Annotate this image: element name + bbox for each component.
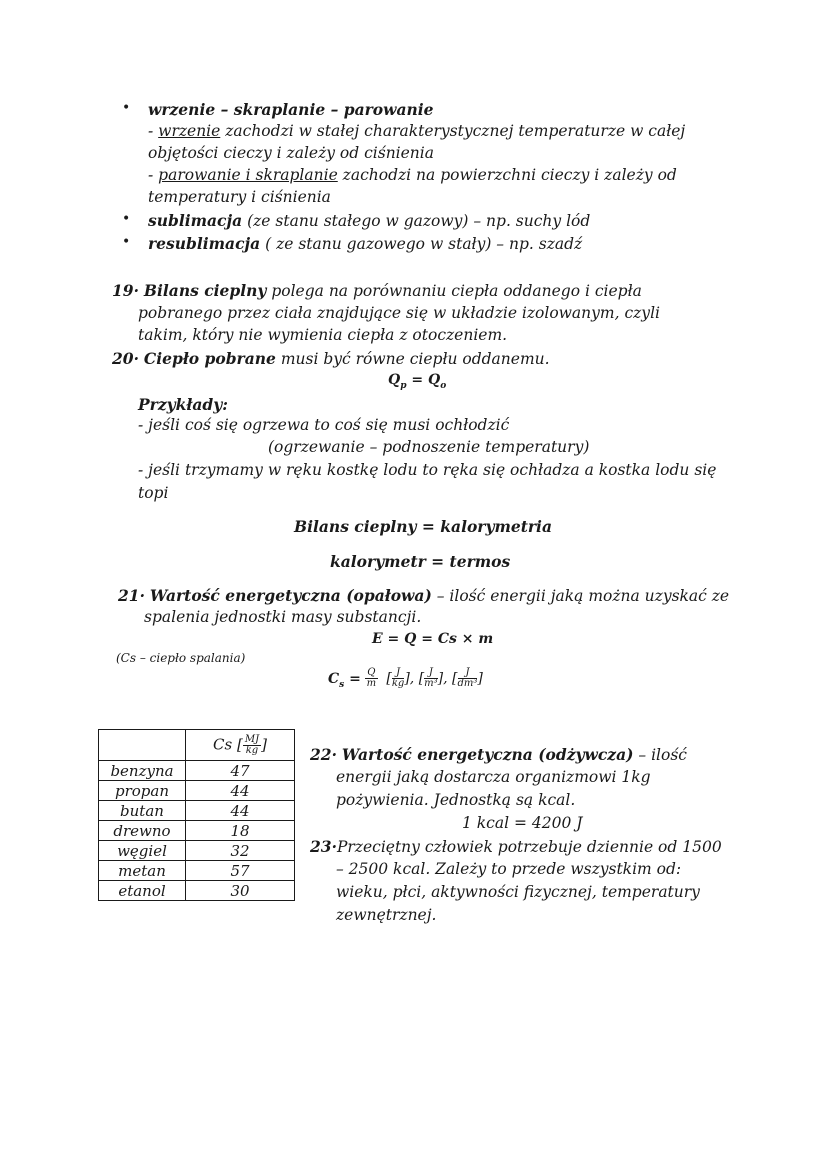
bullet-1-title: wrzenie – skraplanie – parowanie <box>148 100 434 119</box>
bullet-3-text: resublimacja ( ze stanu gazowego w stały) – np. szadź <box>148 234 583 253</box>
table-row <box>99 881 295 901</box>
bullet-1-sub-1: - wrzenie zachodzi w stałej charakterystycznej temperaturze w całej <box>148 122 686 140</box>
fraction-q-m: $\frac{Q}{m}$ <box>366 667 377 689</box>
table-row <box>99 781 295 801</box>
example-1-note: (ogrzewanie – podnoszenie temperatury) <box>268 438 590 456</box>
table-cell-value: 47 <box>186 761 295 781</box>
table-header-row <box>99 730 295 761</box>
bullet-1-sub-1-cont: objętości cieczy i zależy od ciśnienia <box>148 144 434 162</box>
table-cell-name: butan <box>99 801 186 821</box>
table-row <box>99 861 295 881</box>
table-row <box>99 841 295 861</box>
bullet-2: • <box>122 211 131 227</box>
section-21-line-2: spalenia jednostki masy substancji. <box>144 608 422 626</box>
table-cell-value: 44 <box>186 781 295 801</box>
underlined-term-wrzenie: wrzenie <box>158 122 221 140</box>
equation-bilans-kalorymetria: Bilans cieplny = kalorymetria <box>294 517 552 536</box>
table-row <box>99 801 295 821</box>
section-19-line-1: 19· Bilans cieplny polega na porównaniu ciepła oddanego i ciepła <box>112 281 642 300</box>
bullet-1-sub-2: - parowanie i skraplanie zachodzi na powierzchni cieczy i zależy od <box>148 166 677 184</box>
table-cell-name: benzyna <box>99 761 186 781</box>
section-19-line-2: pobranego przez ciała znajdujące się w układzie izolowanym, czyli <box>138 304 660 322</box>
table-cell-name: propan <box>99 781 186 801</box>
table-cell-name: metan <box>99 861 186 881</box>
example-2: - jeśli trzymamy w ręku kostkę lodu to ręka się ochładza a kostka lodu się <box>138 461 717 479</box>
section-23-line-2: – 2500 kcal. Zależy to przede wszystkim od: <box>336 860 682 878</box>
section-21-line-1: 21· Wartość energetyczna (opałowa) – ilość energii jaką można uzyskać ze <box>118 586 730 605</box>
table-cell-value: 57 <box>186 861 295 881</box>
table-header-cs: Cs [ $\frac{MJ}{kg}$ ] <box>186 730 295 761</box>
examples-title: Przykłady: <box>138 395 228 414</box>
table-cell-value: 18 <box>186 821 295 841</box>
example-2-cont: topi <box>138 484 169 502</box>
formula-cs-units: $C_s$ = $\frac{Q}{m}$ [ $\frac{J}{kg}$ ], [ $\frac{J}{\text{m³}}$ ], [ $\frac{J}{\text{dm³}}$ ] <box>328 667 483 690</box>
section-22-line-4: 1 kcal = 4200 J <box>462 814 583 832</box>
section-23-line-3: wieku, płci, aktywności fizycznej, temperatury <box>336 883 700 901</box>
formula-e-q-cs-m: E = Q = Cs × m <box>372 631 494 647</box>
section-19-line-3: takim, który nie wymienia ciepła z otoczeniem. <box>138 326 508 344</box>
table-row <box>99 821 295 841</box>
table-header-empty <box>99 730 186 761</box>
table-cell-name: etanol <box>99 881 186 901</box>
section-23-line-4: zewnętrznej. <box>336 906 437 924</box>
table-cell-value: 32 <box>186 841 295 861</box>
table-cell-value: 30 <box>186 881 295 901</box>
table-cell-value: 44 <box>186 801 295 821</box>
equation-kalorymetr-termos: kalorymetr = termos <box>330 552 511 571</box>
bullet-2-text: sublimacja (ze stanu stałego w gazowy) – np. suchy lód <box>148 211 591 230</box>
table-cell-name: drewno <box>99 821 186 841</box>
bullet-3: • <box>122 234 131 250</box>
formula-qp-qo: $Q_p = Q_o$ <box>388 372 447 391</box>
table-row <box>99 761 295 781</box>
note-cs-ciepło-spalania: (Cs – ciepło spalania) <box>116 651 246 665</box>
section-22-line-3: pożywienia. Jednostką są kcal. <box>336 791 576 809</box>
underlined-term-parowanie: parowanie i skraplanie <box>158 166 338 184</box>
section-20-line-1: 20· Ciepło pobrane musi być równe ciepłu oddanemu. <box>112 349 550 368</box>
bullet-1: • <box>122 100 131 116</box>
bullet-1-sub-2-cont: temperatury i ciśnienia <box>148 188 331 206</box>
table-cell-name: węgiel <box>99 841 186 861</box>
section-23-line-1: 23·Przeciętny człowiek potrzebuje dziennie od 1500 <box>310 837 722 856</box>
example-1: - jeśli coś się ogrzewa to coś się musi ochłodzić <box>138 416 510 434</box>
heat-of-combustion-table <box>98 729 295 901</box>
section-22-line-1: 22· Wartość energetyczna (odżywcza) – ilość <box>310 745 687 764</box>
section-22-line-2: energii jaką dostarcza organizmowi 1kg <box>336 768 651 786</box>
